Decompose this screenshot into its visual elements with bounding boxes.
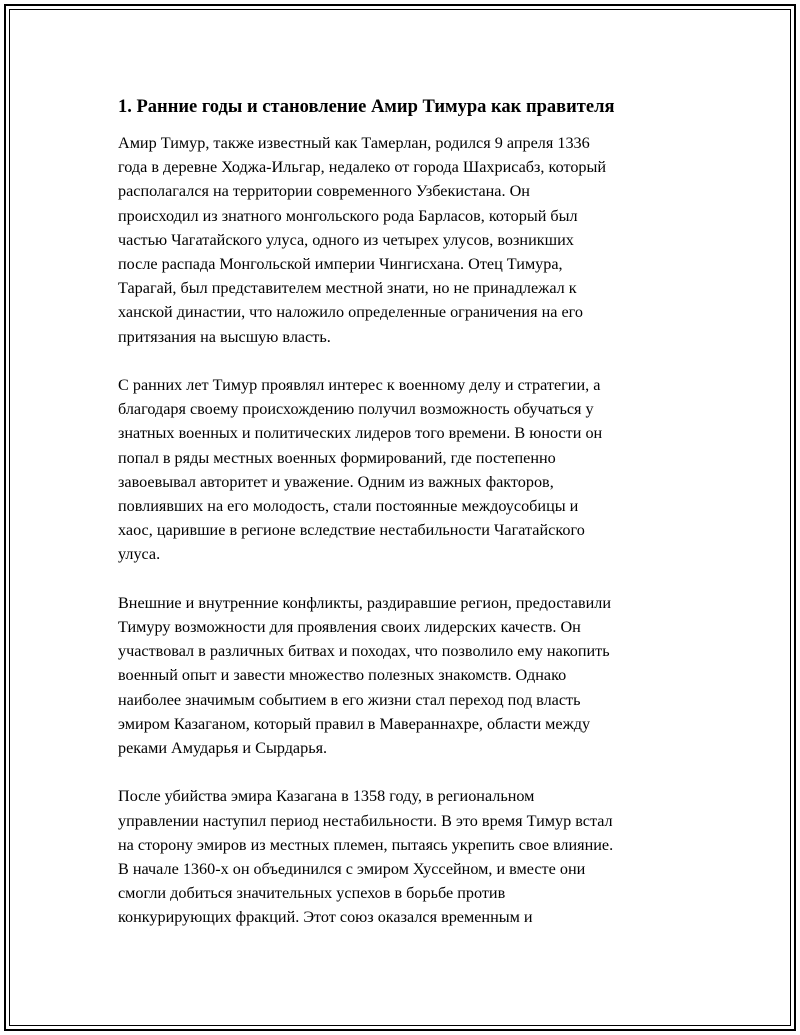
text-line: реками Амударья и Сырдарья.: [118, 739, 328, 758]
text-line: В начале 1360-х он объединился с эмиром Хуссейном, и вместе они: [118, 860, 586, 879]
text-line: года в деревне Ходжа-Ильгар, недалеко от города Шахрисабз, который: [118, 158, 607, 177]
text-line: ханской династии, что наложило определенные ограничения на его: [118, 303, 583, 322]
document-body: [118, 95, 690, 954]
text-line: военный опыт и завести множество полезных знакомств. Однако: [118, 666, 567, 685]
text-line: С ранних лет Тимур проявлял интерес к военному делу и стратегии, а: [118, 376, 601, 395]
text-line: попал в ряды местных военных формирований, где постепенно: [118, 448, 556, 467]
text-line: эмиром Казаганом, который правил в Мавераннахре, области между: [118, 714, 591, 733]
text-line: хаос, царившие в регионе вследствие нестабильности Чагатайского: [118, 521, 585, 540]
text-line: после распада Монгольской империи Чингисхана. Отец Тимура,: [118, 255, 563, 274]
text-line: улуса.: [118, 545, 161, 564]
text-line: располагался на территории современного Узбекистана. Он: [118, 182, 530, 201]
text-line: Амир Тимур, также известный как Тамерлан, родился 9 апреля 1336: [118, 134, 590, 152]
text-line: наиболее значимым событием в его жизни стал переход под власть: [118, 690, 581, 709]
text-line: завоевывал авторитет и уважение. Одним из важных факторов,: [118, 472, 554, 491]
text-line: управлении наступил период нестабильности. В это время Тимур встал: [118, 811, 613, 830]
text-line: повлиявших на его молодость, стали постоянные междоусобицы и: [118, 497, 579, 516]
paragraph-3: [118, 591, 690, 760]
paragraph-1: [118, 131, 690, 349]
text-line: на сторону эмиров из местных племен, пытаясь укрепить свое влияние.: [118, 835, 614, 854]
text-line: смогли добиться значительных успехов в борьбе против: [118, 884, 506, 903]
text-line: Тарагай, был представителем местной знати, но не принадлежал к: [118, 279, 577, 298]
paragraph-4: [118, 784, 690, 929]
text-line: Тимуру возможности для проявления своих лидерских качеств. Он: [118, 618, 581, 637]
text-line: конкурирующих фракций. Этот союз оказался временным и: [118, 908, 533, 927]
text-line: знатных военных и политических лидеров того времени. В юности он: [118, 424, 603, 443]
text-line: После убийства эмира Казагана в 1358 году, в региональном: [118, 787, 535, 806]
text-line: участвовал в различных битвах и походах, что позволило ему накопить: [118, 642, 610, 661]
text-line: притязания на высшую власть.: [118, 327, 331, 346]
text-line: благодаря своему происхождению получил возможность обучаться у: [118, 400, 594, 419]
text-line: Внешние и внутренние конфликты, раздиравшие регион, предоставили: [118, 593, 612, 612]
section-title: 1. Ранние годы и становление Амир Тимура как правителя: [118, 97, 615, 117]
text-line: частью Чагатайского улуса, одного из четырех улусов, возникших: [118, 230, 574, 249]
text-line: происходил из знатного монгольского рода Барласов, который был: [118, 206, 578, 225]
paragraph-2: [118, 373, 690, 567]
